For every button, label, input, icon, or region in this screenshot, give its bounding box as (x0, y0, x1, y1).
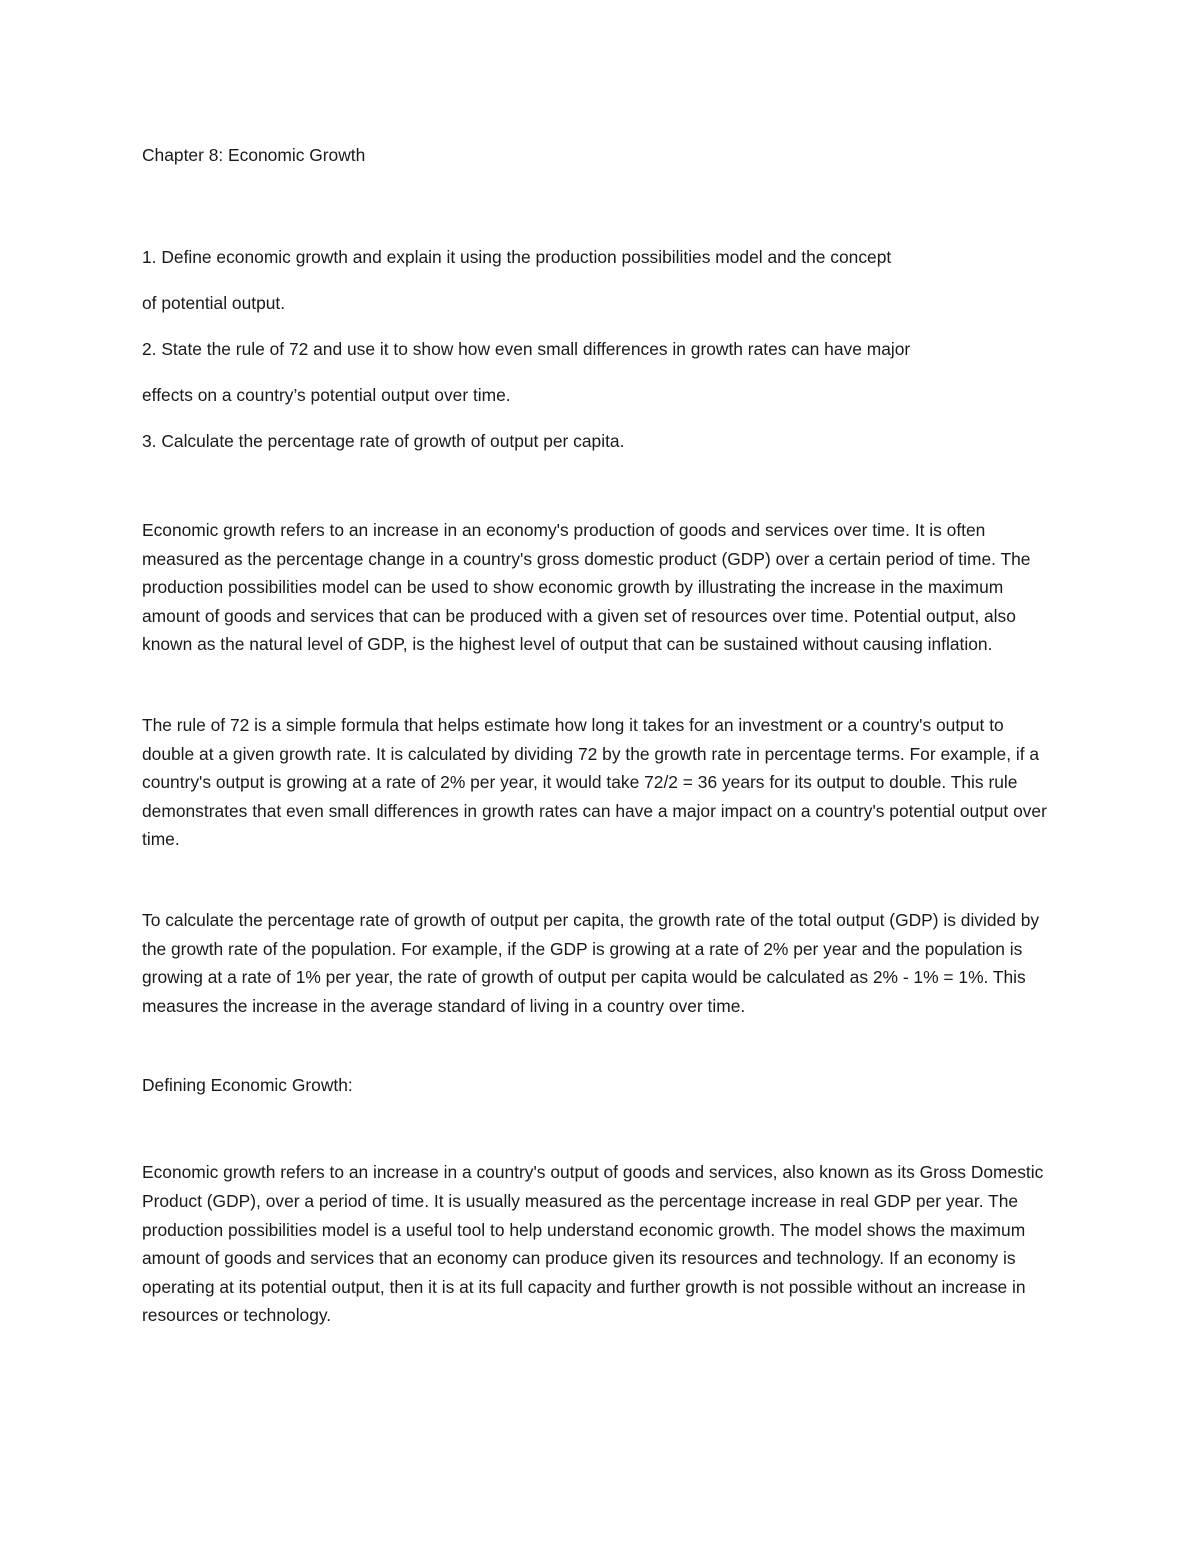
paragraph-rule-of-72: The rule of 72 is a simple formula that helps estimate how long it takes for an investment or a country's output to double at a given growth rate. It is calculated by dividing 72 by the growth rate in percentage terms. For example, if a country's output is growing at a rate of 2% per year, it would take 72/2 = 36 years for its output to double. This rule demonstrates that even small differences in growth rates can have a major impact on a country's potential output over time. (142, 714, 1047, 850)
learning-objectives (142, 234, 1057, 464)
paragraph-output-per-capita: To calculate the percentage rate of growth of output per capita, the growth rate of the total output (GDP) is divided by the growth rate of the population. For example, if the GDP is growing at a rate of 2% per year and the population is growing at a rate of 1% per year, the rate of growth of output per capita would be calculated as 2% - 1% = 1%. This measures the increase in the average standard of living in a country over time. (142, 909, 1040, 1016)
paragraph-economic-growth: Economic growth refers to an increase in an economy's production of goods and services over time. It is often measured as the percentage change in a country's gross domestic product (GDP) over a certain period of time. The production possibilities model can be used to show economic growth by illustrating the increase in the maximum amount of goods and services that can be produced with a given set of resources over time. Potential output, also known as the natural level of GDP, is the highest level of output that can be sustained without causing inflation. (142, 520, 1031, 655)
objective-line: 3. Calculate the percentage rate of growth of output per capita. (142, 431, 625, 451)
paragraph-defining-growth: Economic growth refers to an increase in a country's output of goods and services, also known as its Gross Domestic Product (GDP), over a period of time. It is usually measured as the percentage increase in real GDP per year. The production possibilities model is a useful tool to help understand economic growth. The model shows the maximum amount of goods and services that an economy can produce given its resources and technology. If an economy is operating at its potential output, then it is at its full capacity and further growth is not possible without an increase in resources or technology. (142, 1162, 1044, 1326)
objective-line: effects on a country’s potential output over time. (142, 385, 511, 405)
document-body (142, 140, 1057, 1330)
section-heading: Defining Economic Growth: (142, 1075, 353, 1096)
chapter-title: Chapter 8: Economic Growth (142, 145, 366, 165)
objective-line: 2. State the rule of 72 and use it to show how even small differences in growth rates can have major (142, 339, 911, 359)
objective-line: of potential output. (142, 293, 286, 313)
objective-line: 1. Define economic growth and explain it using the production possibilities model and the concept (142, 247, 892, 267)
